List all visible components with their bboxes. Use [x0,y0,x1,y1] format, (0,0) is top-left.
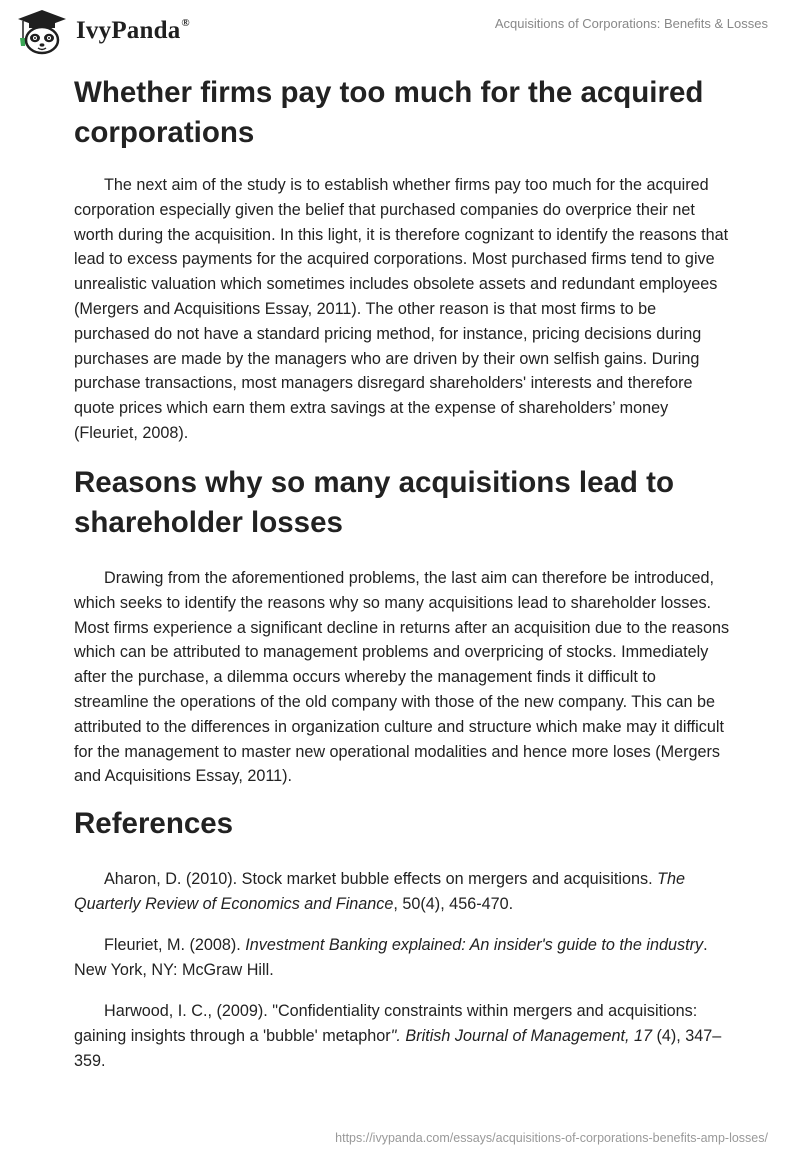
reference-item: Harwood, I. C., (2009). "Confidentiality constraints within mergers and acquisitions: gaining insights through a 'bubble' metaphor". British Journal of Management, 17 (4), 347–359. [74,1002,722,1070]
brand-name: IvyPanda® [76,16,190,44]
page-url[interactable]: https://ivypanda.com/essays/acquisitions-of-corporations-benefits-amp-losses/ [335,1131,768,1145]
panda-logo-icon [14,8,70,56]
reference-item: Fleuriet, M. (2008). Investment Banking explained: An insider's guide to the industry. New York, NY: McGraw Hill. [74,936,708,979]
section-heading: Reasons why so many acquisitions lead to shareholder losses [74,466,674,539]
reference-item: Aharon, D. (2010). Stock market bubble effects on mergers and acquisitions. The Quarterly Review of Economics and Finance, 50(4), 456-470. [74,870,685,913]
references-heading: References [74,807,234,840]
section-heading: Whether firms pay too much for the acquired corporations [74,76,704,149]
document-title: Acquisitions of Corporations: Benefits & Losses [494,16,768,31]
section-paragraph: The next aim of the study is to establish whether firms pay too much for the acquired corporation especially given the belief that purchased companies do overprice their net worth during the acquisition. In this light, it is therefore cognizant to identify the reasons that lead to excess payments for the acquired corporations. Most purchased firms tend to give unrealistic valuation which sometimes includes obsolete assets and redundant employees (Mergers and Acquisitions Essay, 2011). The other reason is that most firms to be purchased do not have a standard pricing method, for instance, pricing decisions during purchases are made by the managers who are driven by their own selfish gains. During purchase transactions, most managers disregard shareholders' interests and therefore quote prices which earn them extra savings at the expense of shareholders’ money (Fleuriet, 2008). [74,176,729,442]
page-header [0,0,800,60]
logo[interactable] [14,8,190,56]
section-paragraph: Drawing from the aforementioned problems, the last aim can therefore be introduced, which seeks to identify the reasons why so many acquisitions lead to shareholder losses. Most firms experience a significant decline in returns after an acquisition due to the reasons which can be attributed to management problems and overpricing of stocks. Immediately after the purchase, a dilemma occurs whereby the management finds it difficult to streamline the operations of the old company with those of the new company. This can be attributed to the differences in organization culture and structure which make may it difficult for the management to master new operational modalities and hence more loses (Mergers and Acquisitions Essay, 2011). [74,569,730,786]
